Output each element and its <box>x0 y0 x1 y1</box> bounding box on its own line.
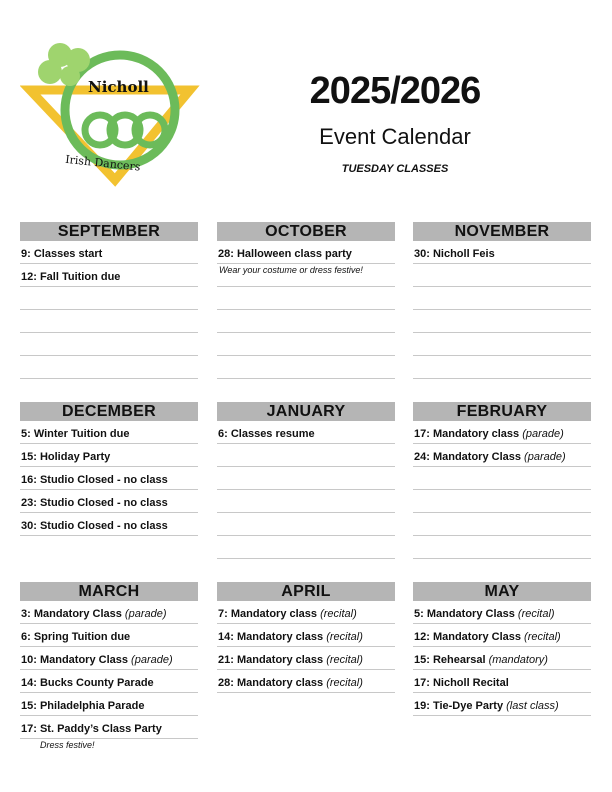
event-row <box>20 647 198 670</box>
event-label: 7: Mandatory class <box>218 608 321 620</box>
event-detail: (parade) <box>524 451 566 463</box>
event-label: 12: Mandatory Class <box>414 631 525 643</box>
month-header: OCTOBER <box>217 222 395 241</box>
event-row <box>20 670 198 693</box>
month-header: SEPTEMBER <box>20 222 198 241</box>
blank-row <box>20 287 198 310</box>
month-march <box>20 582 198 751</box>
event-label: 5: Winter Tuition due <box>21 428 130 440</box>
event-detail: (parade) <box>124 608 167 620</box>
event-row <box>413 601 591 624</box>
event-row <box>413 241 591 264</box>
event-label: 30: Nicholl Feis <box>414 248 495 260</box>
event-row <box>217 624 395 647</box>
blank-row <box>217 536 395 559</box>
month-december <box>20 402 198 536</box>
event-detail: (last class) <box>506 700 559 712</box>
event-row <box>20 264 198 287</box>
svg-text:Nicholl: Nicholl <box>88 78 149 96</box>
event-row <box>20 241 198 264</box>
event-detail: (recital) <box>326 631 363 643</box>
blank-row <box>217 287 395 310</box>
blank-row <box>413 356 591 379</box>
blank-row <box>413 513 591 536</box>
blank-row <box>217 333 395 356</box>
event-row <box>413 444 591 467</box>
event-note: Wear your costume or dress festive! <box>217 264 395 287</box>
month-january <box>217 402 395 559</box>
event-label: 9: Classes start <box>21 248 103 260</box>
month-header: NOVEMBER <box>413 222 591 241</box>
month-header: JANUARY <box>217 402 395 421</box>
month-header: MAY <box>413 582 591 601</box>
event-label: 14: Bucks County Parade <box>21 677 154 689</box>
blank-row <box>217 513 395 536</box>
blank-row <box>217 310 395 333</box>
blank-row <box>20 333 198 356</box>
blank-row <box>413 467 591 490</box>
event-label: 15: Holiday Party <box>21 451 111 463</box>
blank-row <box>20 356 198 379</box>
event-detail: (mandatory) <box>488 654 548 666</box>
subtitle: TUESDAY CLASSES <box>341 163 449 175</box>
year-title: 2025/2026 <box>309 70 481 112</box>
event-detail: (recital) <box>524 631 561 643</box>
event-row <box>217 421 395 444</box>
event-row <box>20 693 198 716</box>
blank-row <box>413 333 591 356</box>
event-row <box>413 647 591 670</box>
event-row <box>20 716 198 739</box>
event-row <box>217 647 395 670</box>
svg-text:Irish Dancers: Irish Dancers <box>64 152 141 174</box>
event-detail: (parade) <box>522 428 564 440</box>
month-february <box>413 402 591 559</box>
event-label: 24: Mandatory Class <box>414 451 525 463</box>
event-label: 5: Mandatory Class <box>414 608 518 620</box>
event-label: 10: Mandatory Class <box>21 654 132 666</box>
event-label: 28: Halloween class party <box>218 248 352 260</box>
event-row <box>217 241 395 264</box>
event-row <box>20 624 198 647</box>
event-detail: (parade) <box>131 654 173 666</box>
event-label: 30: Studio Closed - no class <box>21 520 168 532</box>
event-detail: (recital) <box>326 654 363 666</box>
event-row <box>413 693 591 716</box>
event-detail: (recital) <box>326 677 363 689</box>
month-header: DECEMBER <box>20 402 198 421</box>
month-header: APRIL <box>217 582 395 601</box>
blank-row <box>217 444 395 467</box>
event-label: 6: Spring Tuition due <box>21 631 131 643</box>
blank-row <box>217 490 395 513</box>
event-label: 6: Classes resume <box>218 428 315 440</box>
event-row <box>20 513 198 536</box>
month-header: MARCH <box>20 582 198 601</box>
event-row <box>413 421 591 444</box>
blank-row <box>413 490 591 513</box>
blank-row <box>413 310 591 333</box>
nicholl-irish-dancers-logo <box>20 30 210 190</box>
blank-row <box>20 310 198 333</box>
event-label: 21: Mandatory class <box>218 654 327 666</box>
event-row <box>413 670 591 693</box>
event-label: 12: Fall Tuition due <box>21 271 121 283</box>
event-row <box>20 490 198 513</box>
event-row <box>20 601 198 624</box>
event-row <box>217 670 395 693</box>
page-title: Event Calendar <box>319 124 471 149</box>
month-september <box>20 222 198 379</box>
event-label: 15: Philadelphia Parade <box>21 700 145 712</box>
blank-row <box>413 287 591 310</box>
event-note: Dress festive! <box>40 740 95 750</box>
event-label: 17: Nicholl Recital <box>414 677 509 689</box>
event-detail: (recital) <box>320 608 357 620</box>
month-april <box>217 582 395 693</box>
event-row <box>20 421 198 444</box>
blank-row <box>413 264 591 287</box>
event-label: 28: Mandatory class <box>218 677 327 689</box>
month-october <box>217 222 395 379</box>
blank-row <box>217 356 395 379</box>
month-may <box>413 582 591 716</box>
event-label: 14: Mandatory class <box>218 631 327 643</box>
event-row <box>413 624 591 647</box>
event-label: 3: Mandatory Class <box>21 608 125 620</box>
event-label: 23: Studio Closed - no class <box>21 497 168 509</box>
blank-row <box>217 467 395 490</box>
month-november <box>413 222 591 379</box>
event-detail: (recital) <box>517 608 555 620</box>
event-label: 15: Rehearsal <box>414 654 489 666</box>
event-label: 16: Studio Closed - no class <box>21 474 168 486</box>
event-row <box>20 467 198 490</box>
event-label: 19: Tie-Dye Party <box>414 700 507 712</box>
event-label: 17: Mandatory class <box>414 428 523 440</box>
month-header: FEBRUARY <box>413 402 591 421</box>
event-label: 17: St. Paddy’s Class Party <box>21 723 162 735</box>
event-row <box>20 444 198 467</box>
blank-row <box>413 536 591 559</box>
event-row <box>217 601 395 624</box>
